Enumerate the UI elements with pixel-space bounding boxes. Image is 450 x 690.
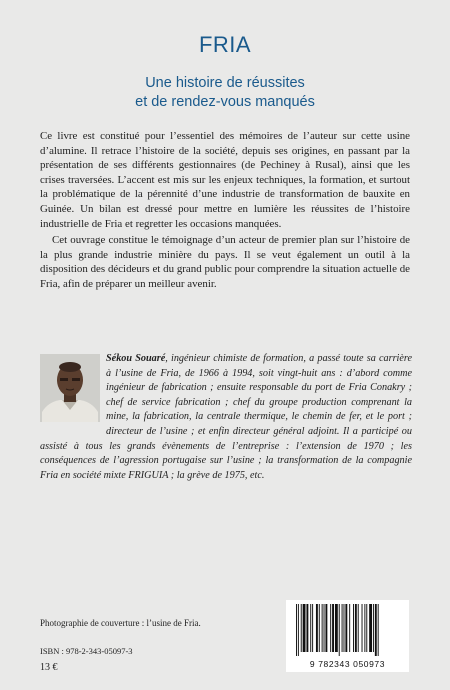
barcode-bar (339, 604, 340, 656)
book-subtitle (0, 74, 450, 112)
barcode-bar (335, 604, 338, 652)
barcode-bars (292, 604, 403, 656)
barcode-bar (373, 604, 374, 652)
book-title: FRIA (198, 32, 252, 57)
barcode-bar (358, 604, 359, 652)
barcode-bar (310, 604, 311, 652)
barcode-bar (325, 604, 327, 652)
cover-photo-credit: Photographie de couverture : l’usine de Fria. (40, 618, 201, 628)
barcode-bar (344, 604, 345, 652)
barcode-bar (349, 604, 350, 652)
book-blurb (40, 129, 410, 292)
subtitle-line-1: Une histoire de réussites (145, 75, 305, 91)
barcode-bar (345, 604, 347, 652)
barcode-bar (364, 604, 365, 652)
barcode-bar (324, 604, 325, 652)
barcode-bar (332, 604, 334, 652)
barcode-bar (312, 604, 313, 652)
barcode-bar (375, 604, 377, 656)
barcode-bar (378, 604, 379, 656)
barcode-bar (353, 604, 354, 652)
price: 13 € (40, 662, 58, 673)
barcode-bar (362, 604, 363, 652)
author-bio-text: , ingénieur chimiste de formation, a passé toute sa carrière à l’usine de Fria, de 1966 à 1994, soit vingt-huit ans : d’abord comme ingénieur de fabrication ; ensuite responsable du port de Fria Conakry ; chef de service fabrication ; chef du groupe production comprenant la mine, la fabrication, la centrale thermique, le chemin de fer, et le port ; directeur de l’usine ; et enfin directeur général adjoint. Il a participé ou assisté à tous les grands évènements de l’entreprise : l’extension de 1970 ; les conséquences de l’agression portugaise sur l’usine ; la transformation de la compagnie Fria en société mixte FRIGUIA ; la grève de 1975, etc. (40, 353, 413, 481)
blurb-paragraph-2: Cet ouvrage constitue le témoignage d’un acteur de premier plan sur l’histoire de la plus grande industrie minière du pays. Il se veut également un outil à la disposition des décideurs et du grand public pour comprendre la situation actuelle de Fria, afin de préparer un meilleur avenir. (40, 234, 410, 290)
photo-spacer (40, 352, 106, 425)
barcode-digits: 9 782343 050973 (309, 659, 386, 669)
blurb-paragraph-1: Ce livre est constitué pour l’essentiel des mémoires de l’auteur sur cette usine d’alumine. Il retrace l’histoire de la société, depuis ses origines, en passant par la présentation de ses différents gestionnaires (de Pechiney à Rusal), ainsi que les crises traversées. L’accent est mis sur les enjeux techniques, la formation, et surtout la problématique de la pérennité d’une industrie de transformation de bauxite en Guinée. Un bilan est dressé pour mettre en lumière les réussites de l’histoire industrielle de Fria et regretter les occasions manquées. (40, 130, 410, 230)
barcode-bar (369, 604, 372, 652)
barcode-bar (342, 604, 343, 652)
barcode-bar (330, 604, 331, 652)
subtitle-line-2: et de rendez-vous manqués (135, 94, 315, 110)
barcode-bar (306, 604, 308, 652)
author-name: Sékou Souaré (106, 353, 166, 364)
barcode-bar (296, 604, 297, 656)
barcode-bar (322, 604, 323, 652)
author-bio (40, 352, 412, 483)
barcode (286, 600, 409, 672)
barcode-bar (298, 604, 299, 656)
barcode-bar (355, 604, 357, 652)
barcode-bar (319, 604, 320, 652)
barcode-bar (301, 604, 302, 652)
barcode-bar (303, 604, 306, 652)
barcode-bar (316, 604, 318, 652)
barcode-bar (366, 604, 367, 652)
isbn: ISBN : 978-2-343-05097-3 (40, 646, 133, 656)
